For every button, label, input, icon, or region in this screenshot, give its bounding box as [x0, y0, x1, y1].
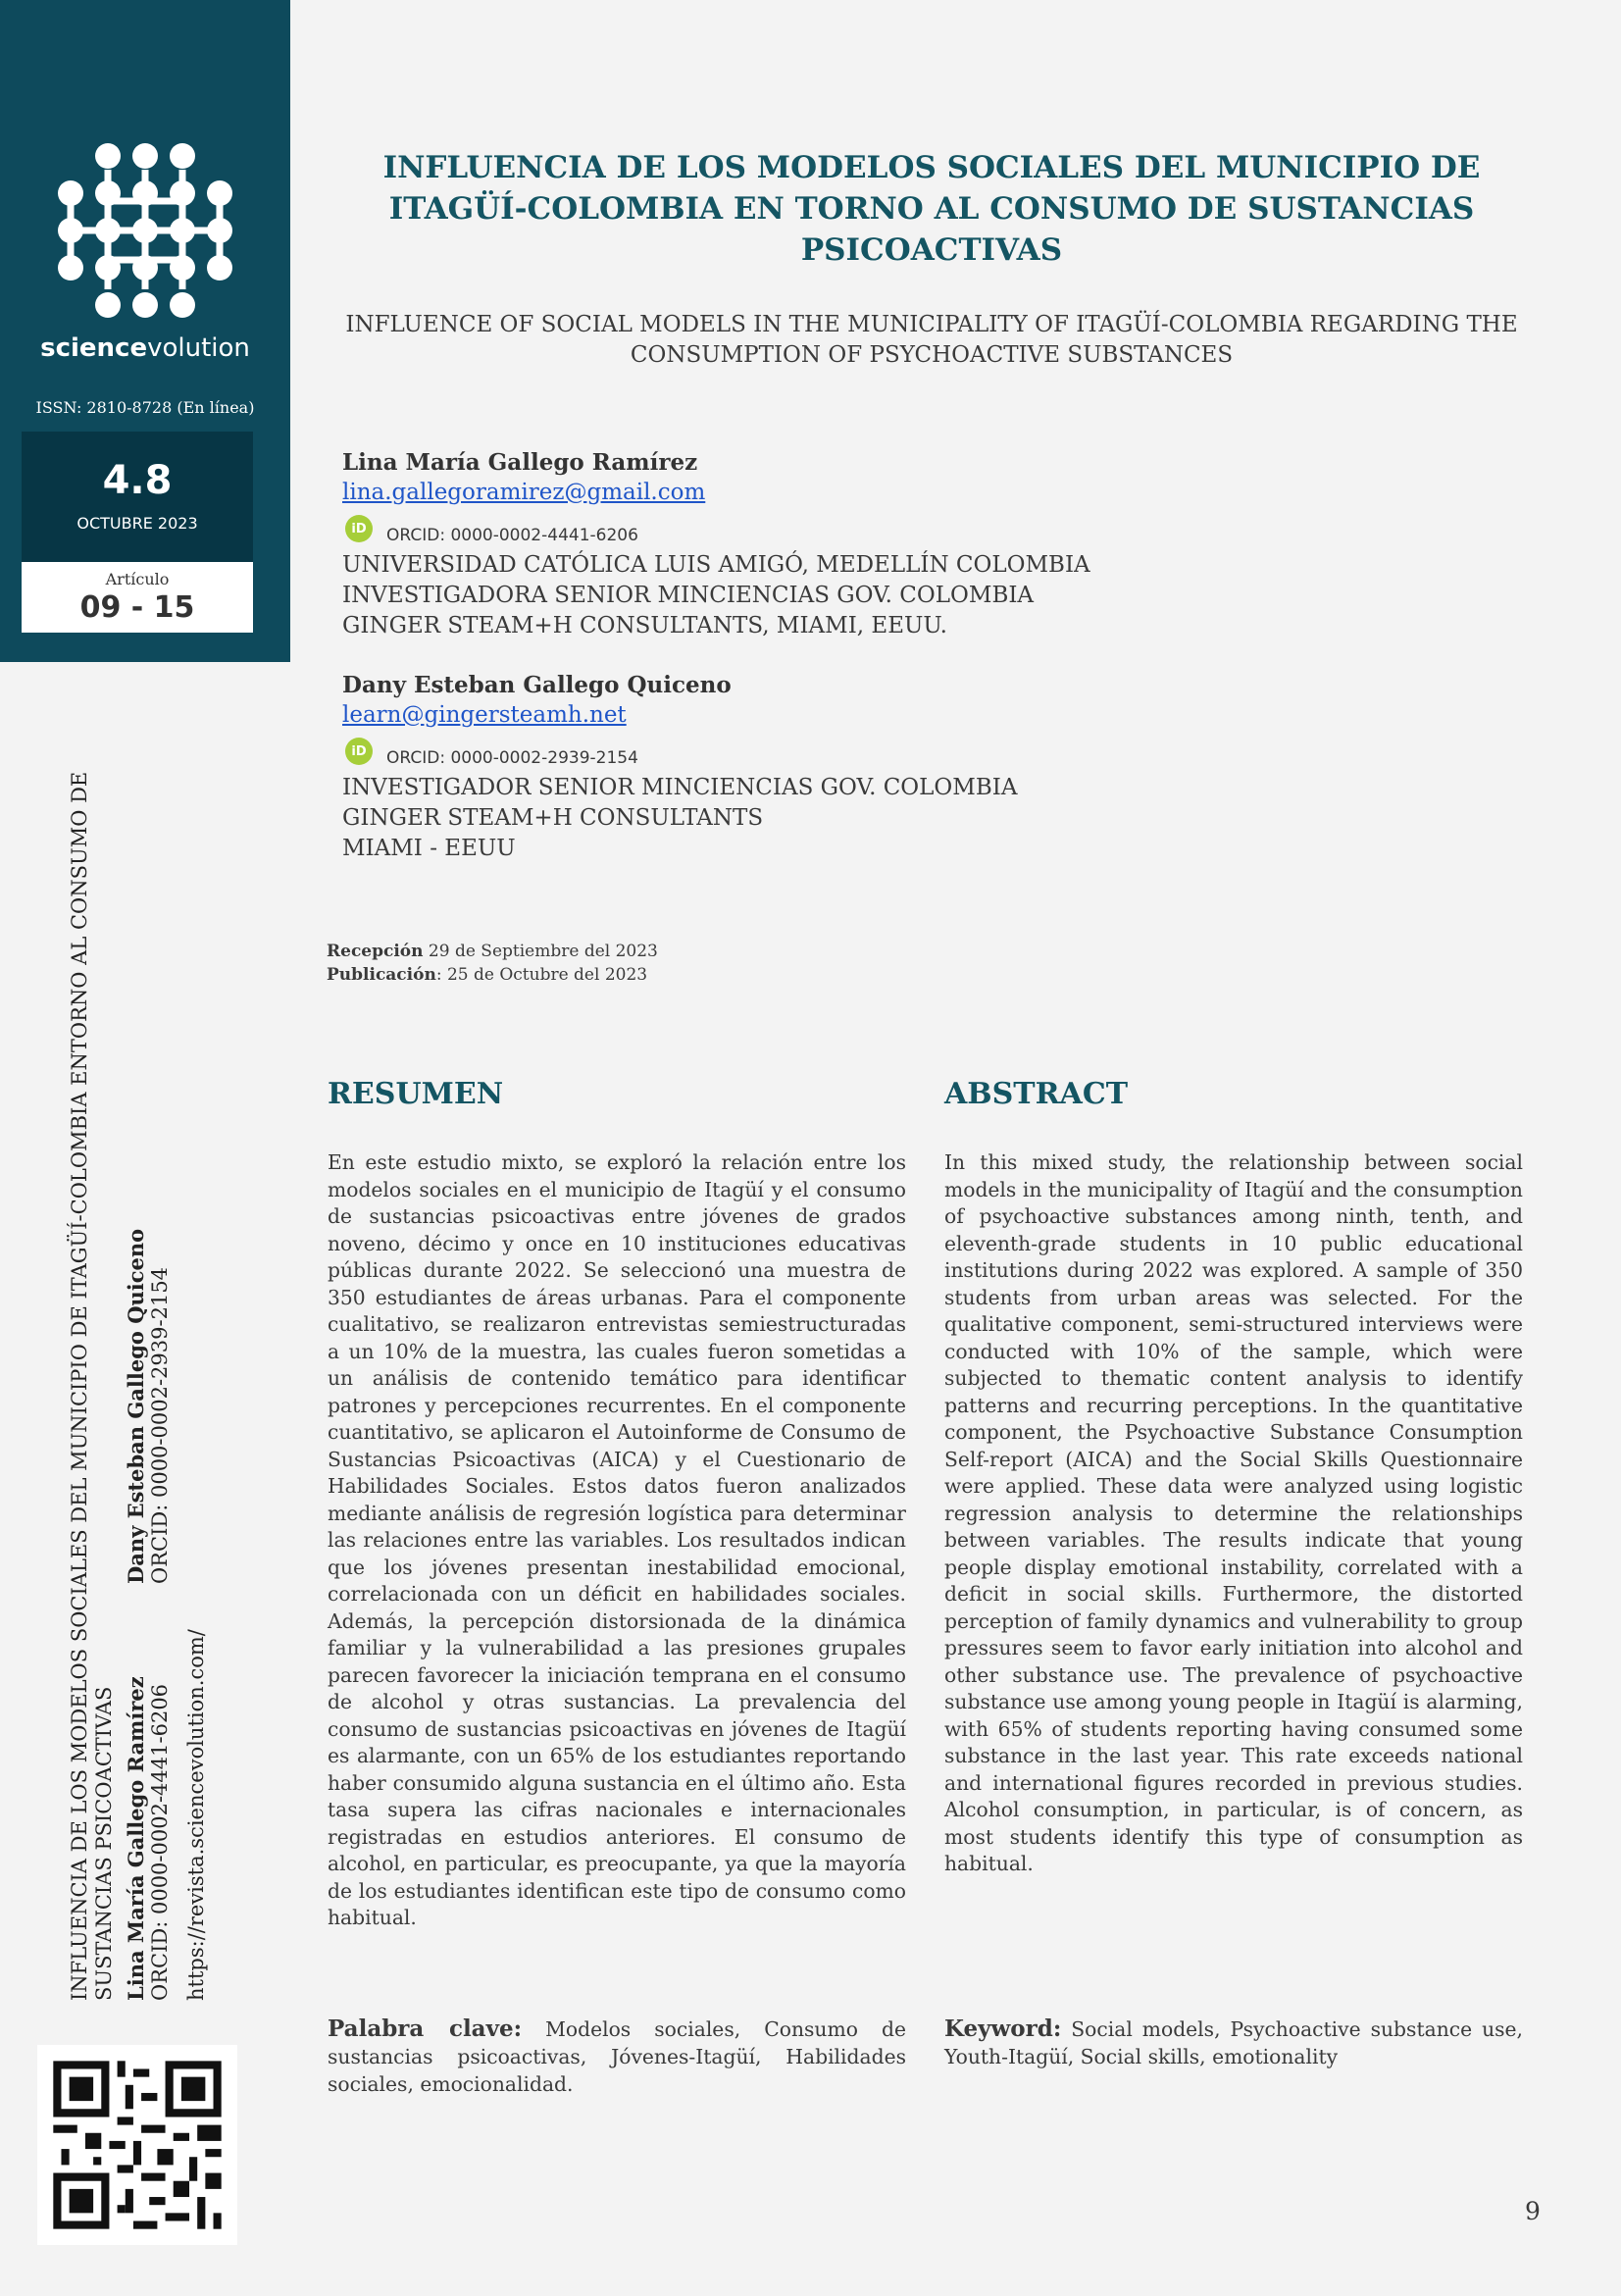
reception-date [327, 940, 658, 963]
article-label: Artículo [105, 570, 170, 588]
orcid-icon: iD [345, 738, 373, 765]
vertical-author-2 [124, 1229, 173, 1584]
abstract-text: In this mixed study, the relationship between social models in the municipality of Itagüí and the consumption of psychoactive substances among ninth, tenth, and eleventh-grade students in 10 public educational institutions during 2022 was explored. A sample of 350 students from urban areas was selected. For the qualitative component, semi-structured interviews were conducted with 10% of the sample, which were subjected to thematic content analysis to identify patterns and recurring perceptions. In the quantitative component, the Psychoactive Substance Consumption Self-report (AICA) and the Social Skills Questionnaire were applied. These data were analyzed using logistic regression analysis to determine the relationships between variables. The results indicate that young people display emotional instability, correlated with a deficit in social skills. Furthermore, the distorted perception of family dynamics and vulnerability to group pressures seem to favor early initiation into alcohol and other substance use. The prevalence of psychoactive substance use among young people in Itagüí is alarming, with 65% of students reporting having consumed some substance in the last year. This rate exceeds national and international figures recorded in previous studies. Alcohol consumption, in particular, is of concern, as most students identify this type of consumption as habitual. [944, 1150, 1523, 1875]
publication-dates [327, 940, 658, 987]
keyword-label-en: Keyword: [944, 2015, 1062, 2042]
orcid-icon: iD [345, 515, 373, 542]
publication-value: : 25 de Octubre del 2023 [435, 965, 648, 985]
affiliation-line: INVESTIGADOR SENIOR MINCIENCIAS GOV. COLOMBIA [342, 775, 1018, 800]
author-2-name: Dany Esteban Gallego Quiceno [342, 672, 732, 698]
keywords-es: Modelos sociales, Consumo de sustancias psicoactivas, Jóvenes-Itagüí, Habilidades sociales, emocionalidad. [328, 2017, 906, 2096]
author-2-email[interactable]: learn@gingersteamh.net [342, 702, 627, 728]
abstract-keywords [944, 2015, 1523, 2070]
sciencevolution-logo-icon [49, 142, 241, 319]
vertical-title-line-2: SUSTANCIAS PSICOACTIVAS [92, 1686, 116, 2001]
affiliation-line: INVESTIGADORA SENIOR MINCIENCIAS GOV. COLOMBIA [342, 583, 1035, 608]
vertical-title-line-1: INFLUENCIA DE LOS MODELOS SOCIALES DEL MUNICIPIO DE ITAGÜÍ-COLOMBIA ENTORNO AL CONSUMO DE [68, 771, 91, 2001]
publication-date [327, 963, 658, 987]
author-2-orcid-text: ORCID: 0000-0002-2939-2154 [386, 748, 638, 768]
author-1-orcid[interactable] [345, 519, 638, 552]
author-2-orcid[interactable] [345, 741, 638, 775]
affiliation-line: GINGER STEAM+H CONSULTANTS [342, 805, 764, 831]
issue-date: OCTUBRE 2023 [76, 514, 198, 533]
author-1-email[interactable]: lina.gallegoramirez@gmail.com [342, 480, 706, 505]
issn: ISSN: 2810-8728 (En línea) [35, 398, 255, 417]
resumen-keywords [328, 2015, 906, 2098]
publication-label: Publicación [327, 965, 436, 985]
resumen-text: En este estudio mixto, se exploró la relación entre los modelos sociales en el municipio de Itagüí y el consumo de sustancias psicoactivas entre jóvenes de grados noveno, décimo y once en 10 instituciones educativas públicas durante 2022. Se seleccionó una muestra de 350 estudiantes de áreas urbanas. Para el componente cualitativo, se realizaron entrevistas semiestructuradas a un 10% de la muestra, las cuales fueron sometidas a un análisis de contenido temático para identificar patrones y percepciones recurrentes. En el componente cuantitativo, se aplicaron el Autoinforme de Consumo de Sustancias Psicoactivas (AICA) y el Cuestionario de Habilidades Sociales. Estos datos fueron analizados mediante análisis de regresión logística para determinar las relaciones entre las variables. Los resultados indican que los jóvenes presentan inestabilidad emocional, correlacionada con un déficit en habilidades sociales. Además, la percepción distorsionada de la dinámica familiar y la vulnerabilidad a las presiones grupales parecen favorecer la iniciación temprana en el consumo de alcohol y otras sustancias. La prevalencia del consumo de sustancias psicoactivas en jóvenes de Itagüí es alarmante, con un 65% de los estudiantes reportando haber consumido alguna sustancia en el último año. Esta tasa supera las cifras nacionales e internacionales registradas en estudios anteriores. El consumo de alcohol, en particular, es preocupante, ya que la mayoría de los estudiantes identifican este tipo de consumo como habitual. [328, 1150, 906, 1929]
resumen-heading: RESUMEN [328, 1077, 504, 1111]
vertical-author-1-orcid: ORCID: 0000-0002-4441-6206 [148, 1683, 172, 2001]
keyword-label-es: Palabra clave: [328, 2015, 523, 2042]
author-1-orcid-text: ORCID: 0000-0002-4441-6206 [386, 526, 638, 545]
page-number: 9 [1525, 2197, 1541, 2225]
vertical-author-1 [124, 1676, 173, 2001]
journal-sidebar [0, 0, 290, 662]
qr-code-icon [37, 2045, 237, 2245]
article-title: INFLUENCIA DE LOS MODELOS SOCIALES DEL MUNICIPIO DE ITAGÜÍ-COLOMBIA EN TORNO AL CONSUMO DE SUSTANCIAS PSICOACTIVAS [382, 150, 1481, 268]
volume-box [22, 432, 253, 562]
brand-bold: science [40, 333, 148, 363]
affiliation-line: UNIVERSIDAD CATÓLICA LUIS AMIGÓ, MEDELLÍN COLOMBIA [342, 552, 1090, 578]
affiliation-line: GINGER STEAM+H CONSULTANTS, MIAMI, EEUU. [342, 613, 947, 638]
volume-number: 4.8 [102, 458, 173, 503]
article-box [22, 562, 253, 633]
author-1-affiliations [342, 550, 1090, 641]
qr-code[interactable] [37, 2045, 237, 2245]
journal-brand [0, 333, 290, 363]
article-pages: 09 - 15 [79, 590, 195, 625]
vertical-author-2-name: Dany Esteban Gallego Quiceno [124, 1228, 148, 1584]
vertical-citation-title [68, 772, 117, 2001]
brand-rest: volution [147, 333, 250, 363]
abstract-heading: ABSTRACT [944, 1077, 1129, 1111]
affiliation-line: MIAMI - EEUU [342, 836, 516, 861]
reception-label: Recepción [327, 942, 424, 961]
vertical-author-1-name: Lina María Gallego Ramírez [124, 1676, 148, 2001]
vertical-author-2-orcid: ORCID: 0000-0002-2939-2154 [148, 1266, 172, 1584]
journal-url[interactable]: https://revista.sciencevolution.com/ [184, 1629, 208, 2001]
author-2-affiliations [342, 773, 1017, 864]
reception-value: 29 de Septiembre del 2023 [423, 942, 658, 961]
article-subtitle: INFLUENCE OF SOCIAL MODELS IN THE MUNICIPALITY OF ITAGÜÍ-COLOMBIA REGARDING THE CONSUMPTION OF PSYCHOACTIVE SUBSTANCES [345, 312, 1518, 368]
vertical-url[interactable] [184, 1629, 209, 2001]
keywords-en: Social models, Psychoactive substance use, Youth-Itagüí, Social skills, emotionality [944, 2017, 1523, 2068]
author-1-name: Lina María Gallego Ramírez [342, 449, 698, 476]
